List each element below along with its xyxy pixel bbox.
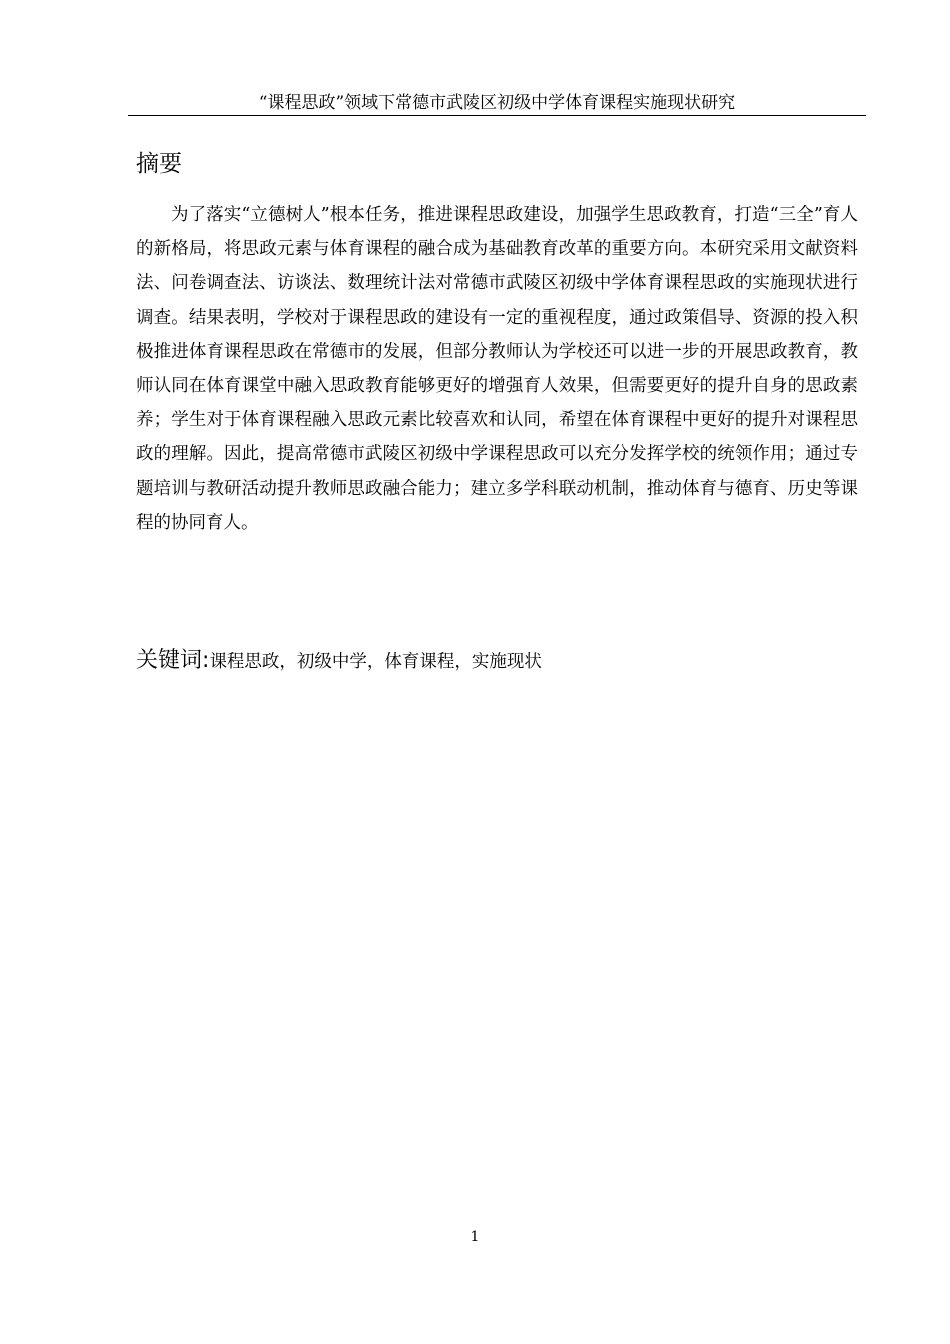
running-header — [128, 91, 866, 116]
running-header-title: “课程思政”领域下常德市武陵区初级中学体育课程实施现状研究 — [258, 93, 736, 113]
abstract-heading: 摘要 — [136, 151, 182, 177]
keywords-label: 关键词 — [136, 648, 203, 673]
abstract-paragraph: 为了落实“立德树人”根本任务，推进课程思政建设，加强学生思政教育，打造“三全”育人的新格局，将思政元素与体育课程的融合成为基础教育改革的重要方向。本研究采用文献资料法、问卷调查法、访谈法、数理统计法对常德市武陵区初级中学体育课程思政的实施现状进行调查。结果表明，学校对于课程思政的建设有一定的重视程度，通过政策倡导、资源的投入积极推进体育课程思政在常德市的发展，但部分教师认为学校还可以进一步的开展思政教育，教师认同在体育课堂中融入思政教育能够更好的增强育人效果，但需要更好的提升自身的思政素养；学生对于体育课程融入思政元素比较喜欢和认同，希望在体育课程中更好的提升对课程思政的理解。因此，提高常德市武陵区初级中学课程思政可以充分发挥学校的统领作用；通过专题培训与教研活动提升教师思政融合能力；建立多学科联动机制，推动体育与德育、历史等课程的协同育人。 — [136, 205, 858, 533]
keywords-line — [136, 646, 542, 677]
keywords-separator: : — [202, 648, 210, 673]
keywords-values: 课程思政，初级中学，体育课程，实施现状 — [209, 652, 542, 672]
page-number: 1 — [470, 1229, 480, 1245]
